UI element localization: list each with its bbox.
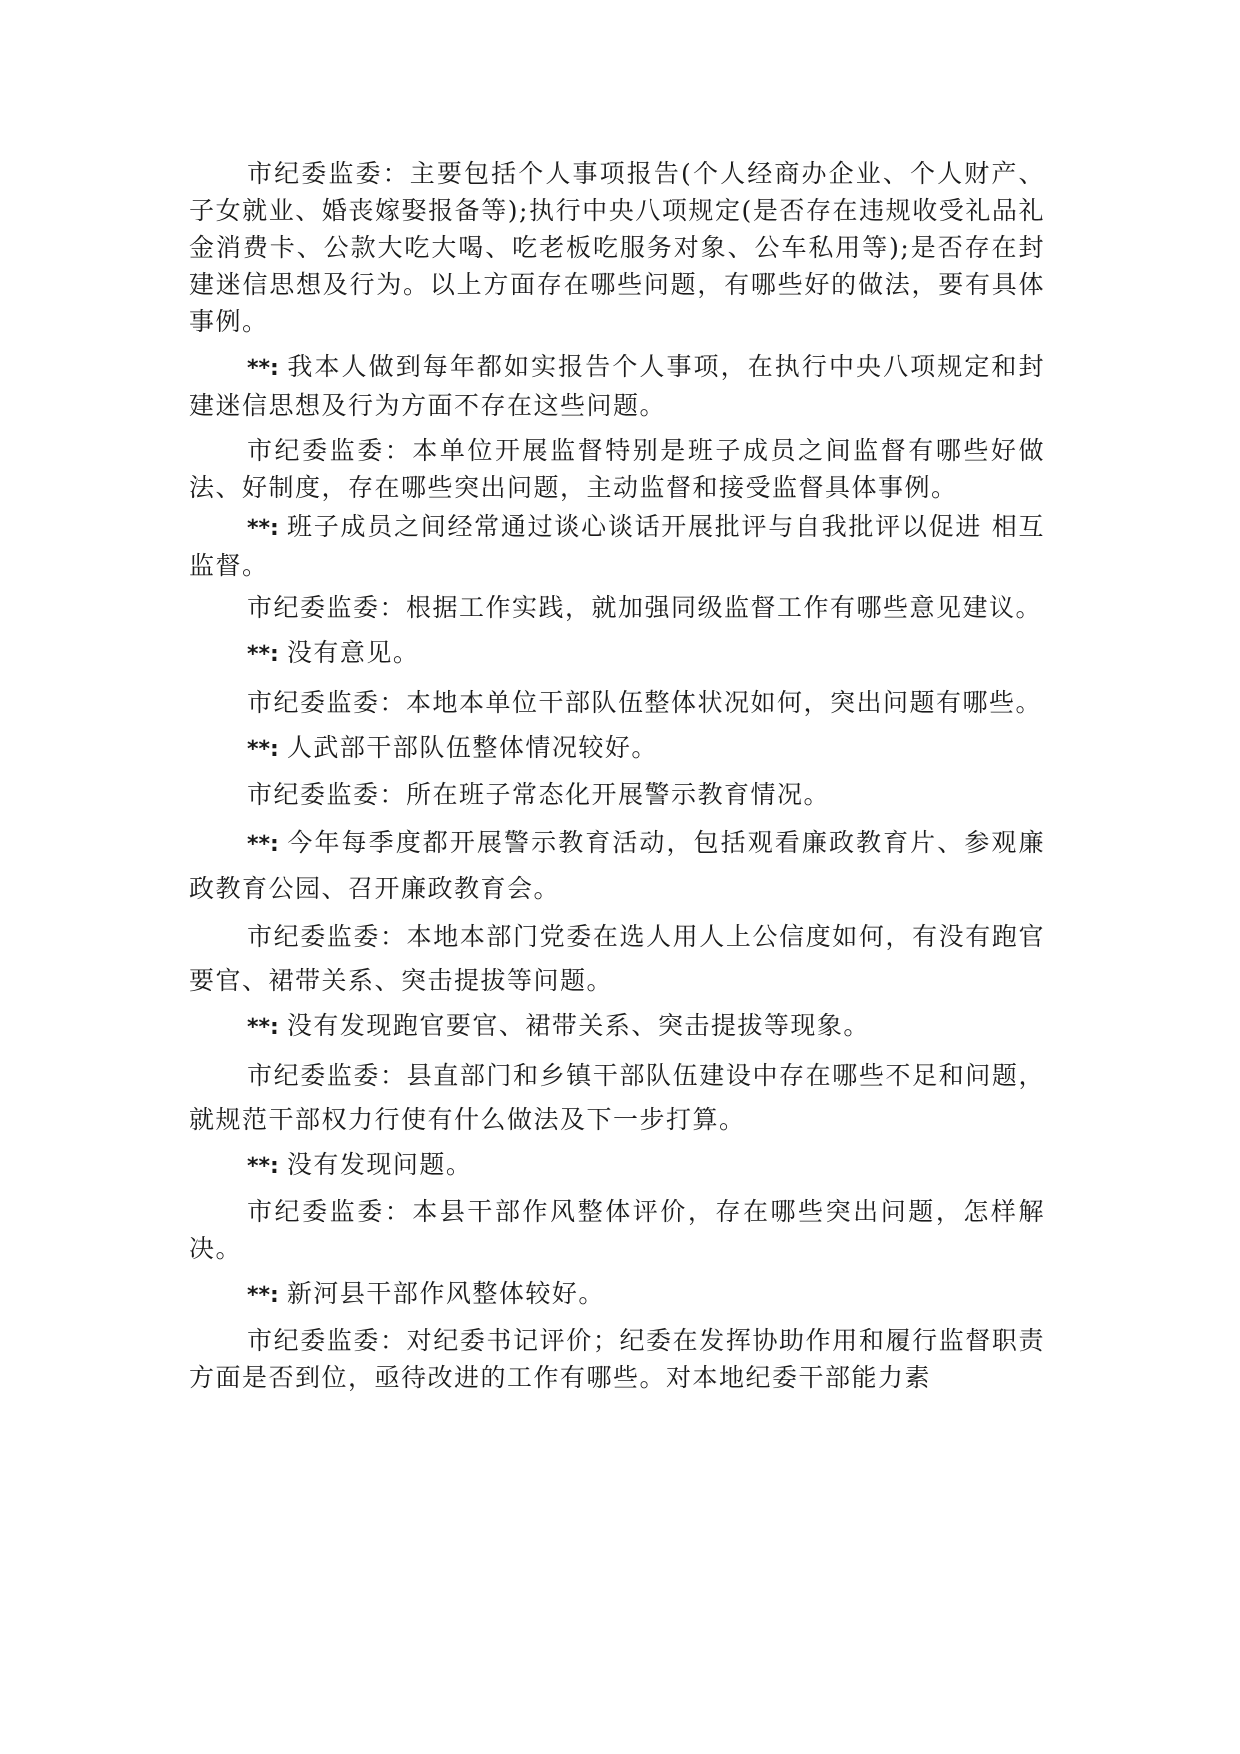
question-paragraph bbox=[189, 586, 1045, 630]
answer-marker: **: bbox=[247, 356, 279, 381]
document-body bbox=[189, 155, 1045, 1404]
answer-paragraph bbox=[189, 1007, 1045, 1046]
answer-paragraph bbox=[189, 348, 1045, 424]
answer-marker: **: bbox=[247, 832, 279, 857]
answer-text: 新河县干部作风整体较好。 bbox=[286, 1279, 605, 1308]
question-paragraph bbox=[189, 776, 1045, 813]
answer-text: 人武部干部队伍整体情况较好。 bbox=[286, 733, 658, 762]
answer-paragraph bbox=[189, 729, 1045, 768]
answer-text: 没有发现问题。 bbox=[286, 1150, 473, 1179]
answer-paragraph bbox=[189, 508, 1045, 584]
answer-marker: **: bbox=[247, 516, 279, 541]
question-paragraph bbox=[189, 1193, 1045, 1267]
question-paragraph bbox=[189, 155, 1045, 340]
question-text: 市纪委监委：县直部门和乡镇干部队伍建设中存在哪些不足和问题，就规范干部权力行使有什么做法及下一步打算。 bbox=[189, 1061, 1045, 1134]
answer-text: 没有发现跑官要官、裙带关系、突击提拔等现象。 bbox=[286, 1011, 870, 1040]
answer-paragraph bbox=[189, 1275, 1045, 1314]
question-text: 市纪委监委：所在班子常态化开展警示教育情况。 bbox=[247, 780, 831, 809]
question-paragraph bbox=[189, 1322, 1045, 1396]
answer-text: 班子成员之间经常通过谈心谈话开展批评与自我批评以促进 相互监督。 bbox=[189, 512, 1045, 580]
answer-text: 没有意见。 bbox=[286, 638, 420, 667]
question-text: 市纪委监委：本县干部作风整体评价，存在哪些突出问题，怎样解决。 bbox=[189, 1197, 1045, 1263]
answer-marker: **: bbox=[247, 642, 279, 667]
answer-paragraph bbox=[189, 634, 1045, 673]
answer-text: 我本人做到每年都如实报告个人事项，在执行中央八项规定和封建迷信思想及行为方面不存在这些问题。 bbox=[189, 352, 1045, 420]
answer-marker: **: bbox=[247, 1283, 279, 1308]
question-paragraph bbox=[189, 915, 1045, 1003]
question-text: 市纪委监委：本地本单位干部队伍整体状况如何，突出问题有哪些。 bbox=[247, 688, 1043, 717]
question-paragraph bbox=[189, 681, 1045, 725]
answer-paragraph bbox=[189, 1146, 1045, 1185]
answer-text: 今年每季度都开展警示教育活动，包括观看廉政教育片、参观廉政教育公园、召开廉政教育会。 bbox=[189, 828, 1045, 903]
answer-paragraph bbox=[189, 821, 1045, 911]
question-paragraph bbox=[189, 432, 1045, 506]
answer-marker: **: bbox=[247, 737, 279, 762]
answer-marker: **: bbox=[247, 1015, 279, 1040]
answer-marker: **: bbox=[247, 1154, 279, 1179]
question-text: 市纪委监委：本单位开展监督特别是班子成员之间监督有哪些好做法、好制度，存在哪些突出问题，主动监督和接受监督具体事例。 bbox=[189, 436, 1045, 502]
question-text: 市纪委监委：本地本部门党委在选人用人上公信度如何，有没有跑官要官、裙带关系、突击提拔等问题。 bbox=[189, 922, 1045, 995]
question-text: 市纪委监委：主要包括个人事项报告(个人经商办企业、个人财产、子女就业、婚丧嫁娶报备等);执行中央八项规定(是否存在违规收受礼品礼金消费卡、公款大吃大喝、吃老板吃服务对象、公车私用等);是否存在封建迷信思想及行为。以上方面存在哪些问题，有哪些好的做法，要有具体事例。 bbox=[189, 159, 1045, 336]
question-text: 市纪委监委：根据工作实践，就加强同级监督工作有哪些意见建议。 bbox=[247, 593, 1043, 622]
question-paragraph bbox=[189, 1054, 1045, 1142]
question-text: 市纪委监委：对纪委书记评价；纪委在发挥协助作用和履行监督职责方面是否到位，亟待改进的工作有哪些。对本地纪委干部能力素 bbox=[189, 1326, 1045, 1392]
